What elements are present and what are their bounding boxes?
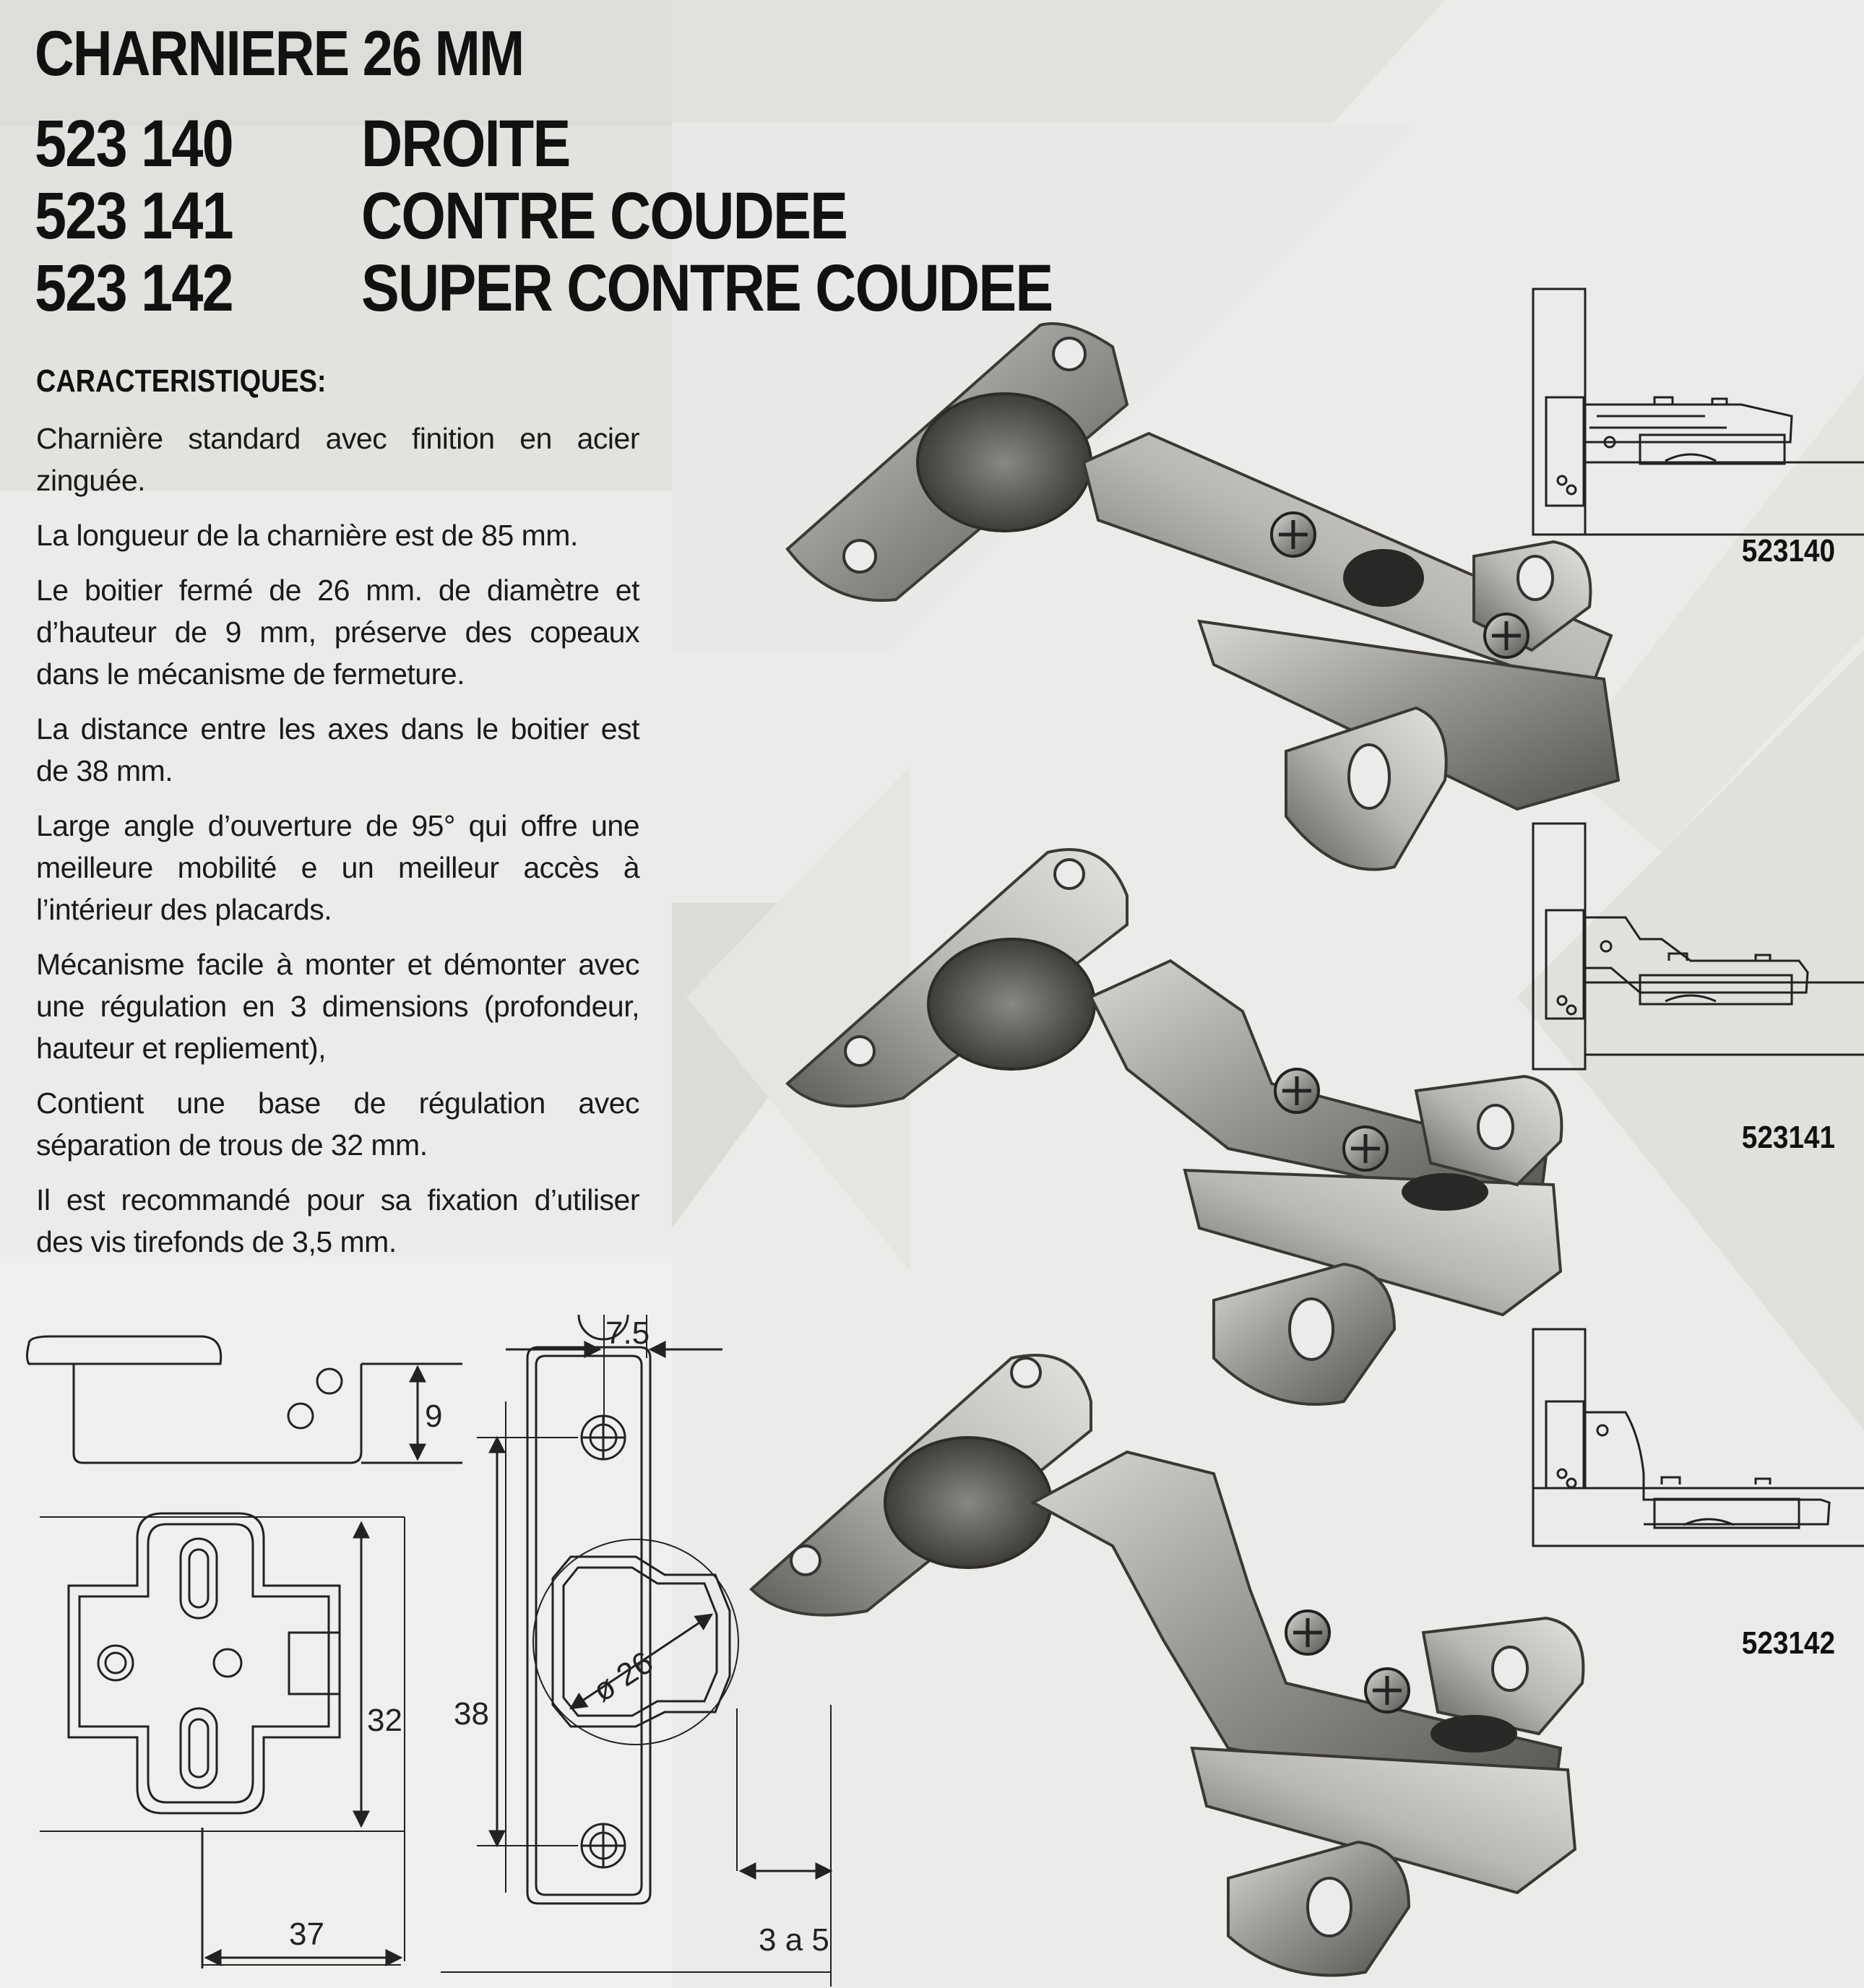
feature-paragraph: Mécanisme facile à monter et démonter avec une régulation en 3 dimensions (profondeur, hauteur et repliement), <box>36 948 639 1065</box>
plate-hole-spacing-dimension: 32 <box>367 1703 402 1738</box>
reference-label: SUPER CONTRE COUDEE <box>361 251 1053 325</box>
cup-front-view <box>441 1315 831 1987</box>
cup-side-view <box>27 1336 463 1463</box>
feature-paragraph: Contient une base de régulation avec séparation de trous de 32 mm. <box>36 1086 639 1162</box>
profile-drawing-523142 <box>1533 1329 1864 1546</box>
feature-paragraph: Large angle d’ouverture de 95° qui offre une meilleure mobilité e un meilleur accès à l’intérieur des placards. <box>36 809 639 926</box>
reference-label: CONTRE COUDEE <box>361 179 847 253</box>
feature-paragraph: La distance entre les axes dans le boitier est de 38 mm. <box>36 712 639 787</box>
cup-depth-dimension: 9 <box>425 1399 443 1434</box>
profile-code-label: 523142 <box>1741 1625 1835 1661</box>
reference-label: DROITE <box>361 107 570 181</box>
hinge-photo-contre-coudee <box>788 850 1561 1404</box>
mounting-plate-drawing <box>40 1513 405 1968</box>
features-heading: CARACTERISTIQUES: <box>36 363 327 399</box>
reference-code: 523 140 <box>35 107 233 181</box>
hinge-photo-super-contre-coudee <box>751 1355 1583 1975</box>
cup-axis-distance-dimension: 38 <box>454 1696 489 1732</box>
technical-drawings <box>0 1315 867 1988</box>
hinge-photo-droite <box>788 324 1618 870</box>
profile-code-label: 523141 <box>1741 1120 1835 1155</box>
reference-code: 523 141 <box>35 179 233 253</box>
feature-paragraph: Le boitier fermé de 26 mm. de diamètre et d’hauteur de 9 mm, préserve des copeaux dans le mécanisme de fermeture. <box>36 574 639 691</box>
profile-code-label: 523140 <box>1741 533 1835 569</box>
feature-paragraph: Charnière standard avec finition en acier zinguée. <box>36 422 639 497</box>
plate-width-dimension: 37 <box>289 1916 324 1952</box>
cup-offset-dimension: 7.5 <box>605 1315 650 1351</box>
feature-paragraph: La longueur de la charnière est de 85 mm. <box>36 519 578 552</box>
feature-paragraph: Il est recommandé pour sa fixation d’utiliser des vis tirefonds de 3,5 mm. <box>36 1183 639 1258</box>
profile-drawing-523140 <box>1533 289 1864 535</box>
reference-code: 523 142 <box>35 251 233 325</box>
drilling-margin-dimension: 3 a 5 <box>759 1922 829 1958</box>
cup-diameter-dimension: ø 26 <box>587 1644 660 1709</box>
profile-drawing-523141 <box>1533 824 1864 1069</box>
profile-drawings <box>1517 275 1864 1690</box>
page-title: CHARNIERE 26 MM <box>35 17 524 89</box>
